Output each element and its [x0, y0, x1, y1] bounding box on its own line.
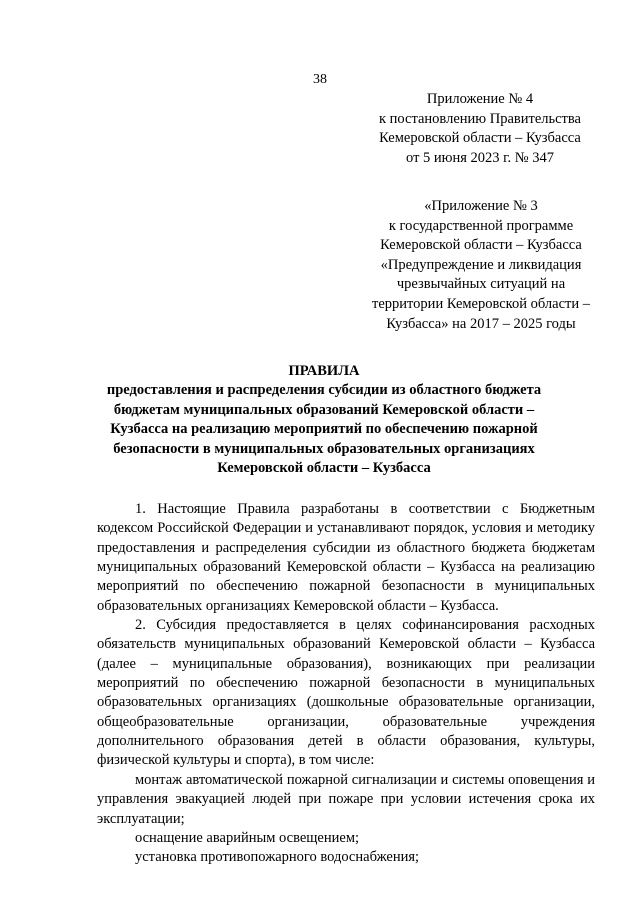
title-line: предоставления и распределения субсидии из областного бюджета: [106, 382, 542, 399]
appendix-3-line: Кемеровской области – Кузбасса: [380, 237, 582, 254]
appendix-4-line: Приложение № 4: [426, 91, 534, 107]
appendix-3-line: «Приложение № 3: [424, 198, 538, 214]
page-number: 38: [313, 72, 327, 87]
list-item-emergency-lighting: оснащение аварийным освещением;: [135, 829, 360, 846]
document-body: [97, 500, 595, 868]
title-line: Кузбасса на реализацию мероприятий по обеспечению пожарной: [110, 421, 538, 438]
appendix-3-line: «Предупреждение и ликвидация: [380, 256, 582, 273]
list-item-alarm-installation: монтаж автоматической пожарной сигнализации и системы оповещения и управления эвакуацией людей при пожаре при условии истечения срока их эксплуатации;: [97, 771, 595, 827]
title-line: безопасности в муниципальных образовательных организациях: [113, 440, 535, 457]
title-heading: ПРАВИЛА: [288, 363, 360, 379]
appendix-3-header: [350, 197, 612, 334]
title-line: Кемеровской области – Кузбасса: [217, 460, 431, 477]
appendix-4-line: Кемеровской области – Кузбасса: [379, 130, 581, 147]
list-item-fire-water-supply: установка противопожарного водоснабжения;: [135, 849, 420, 866]
appendix-3-line: чрезвычайных ситуаций на: [396, 276, 566, 293]
appendix-3-line: к государственной программе: [388, 217, 574, 234]
title-line: бюджетам муниципальных образований Кемеровской области –: [113, 401, 535, 418]
appendix-3-line: Кузбасса» на 2017 – 2025 годы: [386, 315, 576, 332]
paragraph-2: 2. Субсидия предоставляется в целях софинансирования расходных обязательств муниципальных образований Кемеровской области – Кузбасса (далее – муниципальные образования), возникающих при реализации мероприятий по обеспечению пожарной безопасности в муниципальных образовательных организациях (дошкольные образовательные организации, общеобразовательные организации, образовательные учреждения дополнительного образования детей в области образования, культуры, физической культуры и спорта), в том числе:: [97, 617, 595, 769]
appendix-4-line: от 5 июня 2023 г. № 347: [406, 149, 554, 166]
appendix-4-line: к постановлению Правительства: [379, 110, 581, 127]
appendix-4-header: [352, 90, 608, 168]
document-title: [90, 362, 558, 478]
paragraph-1: 1. Настоящие Правила разработаны в соответствии с Бюджетным кодексом Российской Федерации и устанавливают порядок, условия и методику предоставления и распределения субсидии из областного бюджета бюджетам муниципальных образований Кемеровской области – Кузбасса на реализацию мероприятий по обеспечению пожарной безопасности в муниципальных образовательных организациях Кемеровской области – Кузбасса.: [97, 501, 595, 614]
appendix-3-line: территории Кемеровской области –: [372, 295, 590, 312]
